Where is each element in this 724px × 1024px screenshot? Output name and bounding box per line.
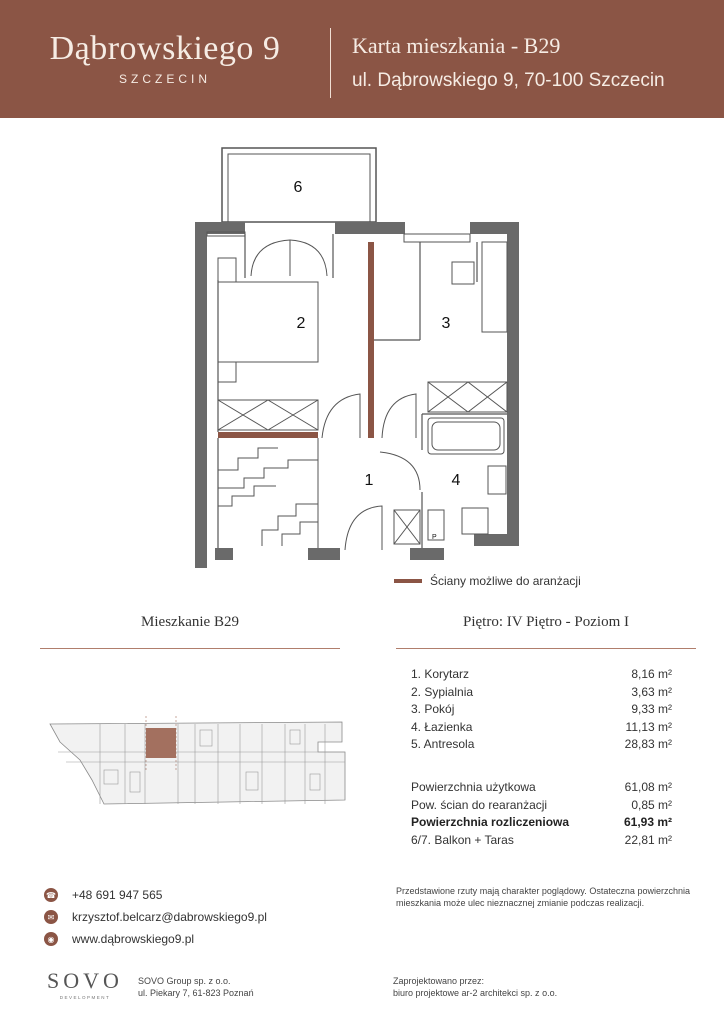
contacts xyxy=(44,884,267,950)
total-value: 61,08 m² xyxy=(624,780,672,794)
wardrobes xyxy=(218,382,507,544)
apartment-title: Mieszkanie B29 xyxy=(141,614,239,630)
room-area: 3,63 m² xyxy=(631,684,672,699)
logo-text: SOVO xyxy=(47,968,123,993)
company-address: ul. Piekary 7, 61-823 Poznań xyxy=(138,988,254,998)
room-name: 3. Pokój xyxy=(411,702,455,716)
architect-label: Zaprojektowano przez: xyxy=(393,976,485,986)
architect-name: biuro projektowe ar-2 architekci sp. z o.o. xyxy=(393,988,558,998)
doors xyxy=(251,240,420,550)
room-name: 2. Sypialnia xyxy=(411,684,474,699)
phone-number: +48 691 947 565 xyxy=(72,888,163,902)
table-row xyxy=(411,666,672,684)
table-row xyxy=(411,736,672,754)
website-link: www.dąbrowskiego9.pl xyxy=(72,932,195,946)
header-banner xyxy=(0,0,724,118)
architect-info xyxy=(393,975,557,999)
room-name: 5. Antresola xyxy=(411,737,475,751)
phone-icon: ☎ xyxy=(44,888,58,902)
disclaimer: Przedstawione rzuty mają charakter poglądowy. Ostateczna powierzchnia mieszkania może ulec nieznacznej zmianie podczas realizacji. xyxy=(396,886,690,908)
total-name: Powierzchnia rozliczeniowa xyxy=(411,815,570,829)
header-divider xyxy=(330,28,331,98)
room-label-1: 1 xyxy=(364,472,374,489)
stairs xyxy=(218,438,318,548)
inner-walls xyxy=(218,234,507,548)
floor-title: Piętro: IV Piętro - Poziom I xyxy=(463,614,629,630)
room-area: 28,83 m² xyxy=(624,737,672,751)
bathroom-fixtures xyxy=(428,418,506,540)
email-icon: ✉ xyxy=(44,910,58,924)
closet-label: P xyxy=(432,534,437,541)
room-area: 9,33 m² xyxy=(631,702,672,716)
room-name: 4. Łazienka xyxy=(411,719,473,734)
table-row xyxy=(411,814,672,832)
room-name: 1. Korytarz xyxy=(411,667,470,681)
sovo-logo xyxy=(44,968,126,1000)
total-name: Pow. ścian do rearanżacji xyxy=(411,797,548,812)
total-value: 0,85 m² xyxy=(631,797,672,812)
total-name: 6/7. Balkon + Taras xyxy=(411,832,514,847)
room-label-2: 2 xyxy=(296,315,306,332)
divider xyxy=(396,648,696,649)
rooms-table xyxy=(411,666,672,754)
company-info xyxy=(138,975,254,999)
room-area: 11,13 m² xyxy=(625,719,672,734)
room-label-3: 3 xyxy=(441,315,451,332)
table-row xyxy=(411,779,672,797)
divider xyxy=(40,648,340,649)
email-address: krzysztof.belcarz@dabrowskiego9.pl xyxy=(72,910,267,924)
card-title: Karta mieszkania - B29 xyxy=(352,33,561,58)
legend xyxy=(394,574,581,588)
brand-name: Dąbrowskiego 9 xyxy=(49,30,281,67)
room-label-6: 6 xyxy=(293,179,303,196)
totals-table xyxy=(411,779,672,849)
legend-label: Ściany możliwe do aranżacji xyxy=(430,574,581,588)
company-name: SOVO Group sp. z o.o. xyxy=(138,976,231,986)
card-address: ul. Dąbrowskiego 9, 70-100 Szczecin xyxy=(352,70,665,91)
table-row xyxy=(411,684,672,702)
table-row xyxy=(411,797,672,815)
globe-icon: ◉ xyxy=(44,932,58,946)
table-row xyxy=(411,701,672,719)
total-value: 61,93 m² xyxy=(623,815,672,829)
brand-city: SZCZECIN xyxy=(119,72,211,86)
contact-website[interactable] xyxy=(44,928,267,950)
table-row xyxy=(411,719,672,737)
logo-subtitle: DEVELOPMENT xyxy=(59,995,111,1000)
floor-plan xyxy=(0,140,724,600)
building-key-plan xyxy=(40,710,360,810)
total-name: Powierzchnia użytkowa xyxy=(411,780,536,794)
legend-swatch xyxy=(394,579,422,583)
table-row xyxy=(411,832,672,850)
room-label-4: 4 xyxy=(451,472,461,489)
total-value: 22,81 m² xyxy=(624,832,672,847)
arrangeable-walls xyxy=(218,242,374,438)
contact-email[interactable] xyxy=(44,906,267,928)
room-area: 8,16 m² xyxy=(631,667,672,681)
brand-logo xyxy=(30,30,300,86)
contact-phone[interactable] xyxy=(44,884,267,906)
room-furniture xyxy=(452,242,507,332)
